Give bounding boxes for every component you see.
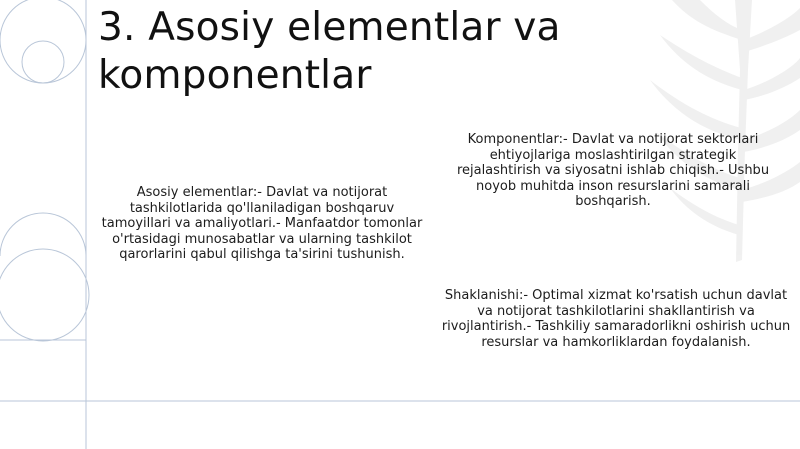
deco-circle-lower [0,249,89,341]
right-top-text-block: Komponentlar:- Davlat va notijorat sektorlari ehtiyojlariga moslashtirilgan strategik rejalashtirish va siyosatni ishlab chiqish.- Ushbu noyob muhitda inson resurslarini samarali boshqarish. [456,132,770,209]
slide-title: 3. Asosiy elementlar va komponentlar [98,5,561,98]
deco-arc [0,213,86,256]
deco-circle-small [22,41,64,83]
right-bottom-text-block: Shaklanishi:- Optimal xizmat ko'rsatish uchun davlat va notijorat tashkilotlarini shakllantirish va rivojlantirish.- Tashkiliy samaradorlikni oshirish uchun resurslar va hamkorliklardan foydalanish. [441,288,791,350]
left-text-block: Asosiy elementlar:- Davlat va notijorat tashkilotlarida qo'llaniladigan boshqaruv tamoyillari va amaliyotlari.- Manfaatdor tomonlar o'rtasidagi munosabatlar va ularning tashkilot qarorlarini qabul qilishga ta'sirini tushunish. [101,185,423,262]
